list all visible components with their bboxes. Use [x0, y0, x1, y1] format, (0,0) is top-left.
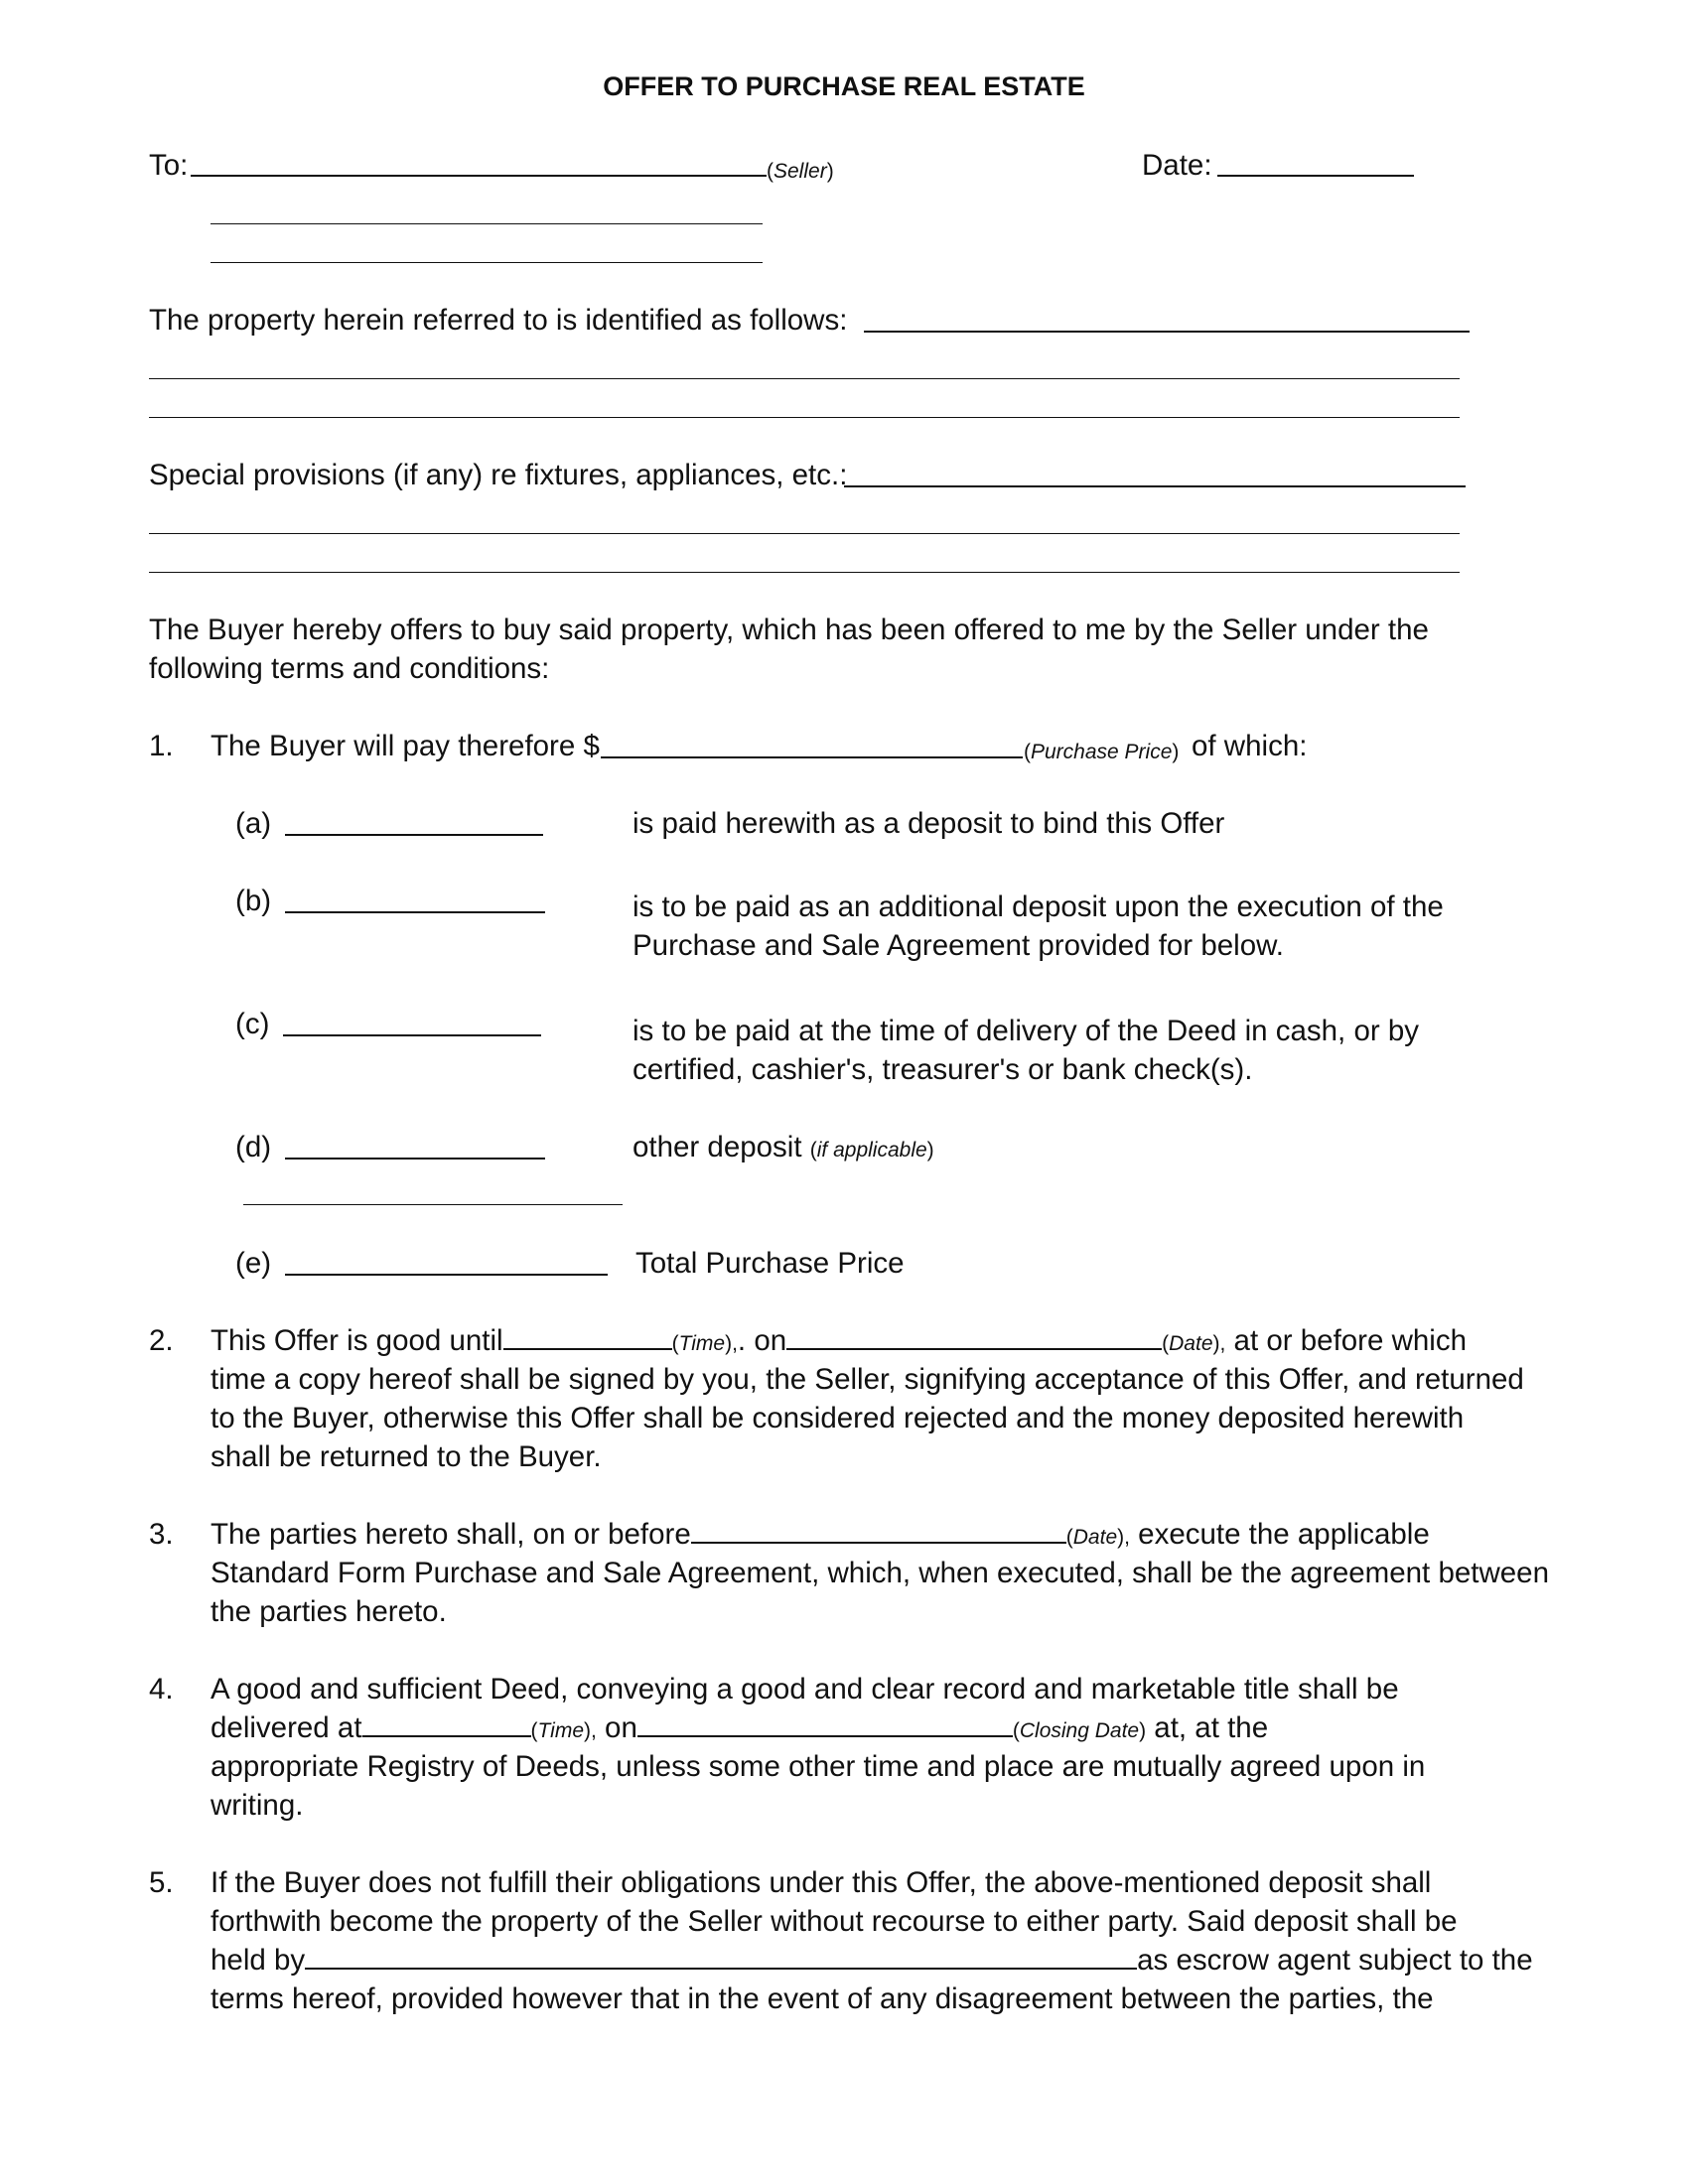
property-field-1[interactable]	[864, 331, 1470, 333]
sub-b-label: (b)	[235, 885, 272, 917]
seller-hint: (Seller)	[767, 160, 834, 183]
property-field-2[interactable]	[149, 378, 1460, 379]
date-field[interactable]	[1217, 175, 1414, 177]
purchase-price-field[interactable]	[601, 756, 1023, 758]
item-3-line-3: the parties hereto.	[211, 1595, 447, 1628]
seller-address-line-2[interactable]	[211, 262, 763, 263]
sub-d-text: other deposit (if applicable)	[633, 1131, 934, 1163]
purchase-price-hint: (Purchase Price)	[1024, 741, 1180, 763]
property-field-3[interactable]	[149, 417, 1460, 418]
document-title: OFFER TO PURCHASE REAL ESTATE	[603, 71, 1085, 101]
closing-date-field[interactable]	[637, 1709, 1013, 1737]
date-label: Date:	[1142, 149, 1212, 182]
item-5-line-2: forthwith become the property of the Seller without recourse to either party. Said deposit shall be	[211, 1905, 1458, 1938]
special-provisions-field-2[interactable]	[149, 533, 1460, 534]
sub-c-label: (c)	[235, 1008, 270, 1040]
item-4-number: 4.	[149, 1673, 174, 1706]
sub-d-label: (d)	[235, 1131, 272, 1163]
sub-a-field[interactable]	[285, 834, 543, 836]
item-2-line-2: time a copy hereof shall be signed by you, the Seller, signifying acceptance of this Offer, and returned	[211, 1363, 1524, 1396]
sub-b-line-1: is to be paid as an additional deposit upon the execution of the	[633, 890, 1444, 923]
sub-d-total-rule	[243, 1204, 623, 1205]
item-4-line-1: A good and sufficient Deed, conveying a good and clear record and marketable title shall be	[211, 1673, 1399, 1706]
sub-d-field[interactable]	[285, 1158, 545, 1160]
item-1-number: 1.	[149, 730, 174, 762]
sub-e-label: (e)	[235, 1247, 272, 1280]
sub-b-field[interactable]	[285, 911, 545, 913]
seller-name-field[interactable]	[191, 175, 767, 177]
sub-e-text: Total Purchase Price	[635, 1247, 905, 1280]
item-1-text: The Buyer will pay therefore $	[211, 730, 600, 762]
item-4-line-2: delivered at (Time), on (Closing Date) at, at the	[211, 1711, 1269, 1744]
escrow-agent-field[interactable]	[305, 1942, 1137, 1970]
item-3-line-1: The parties hereto shall, on or before (Date), execute the applicable	[211, 1518, 1430, 1551]
special-provisions-label: Special provisions (if any) re fixtures, appliances, etc.:	[149, 459, 848, 491]
property-label: The property herein referred to is identified as follows:	[149, 304, 848, 337]
sub-c-line-2: certified, cashier's, treasurer's or bank check(s).	[633, 1053, 1253, 1086]
agreement-date-field[interactable]	[691, 1516, 1066, 1544]
item-5-line-4: terms hereof, provided however that in the event of any disagreement between the parties, the	[211, 1982, 1434, 2015]
sub-c-field[interactable]	[283, 1034, 541, 1036]
sub-a-label: (a)	[235, 807, 272, 840]
item-5-line-1: If the Buyer does not fulfill their obligations under this Offer, the above-mentioned deposit shall	[211, 1866, 1432, 1899]
special-provisions-field-1[interactable]	[844, 485, 1466, 487]
sub-b-line-2: Purchase and Sale Agreement provided for below.	[633, 929, 1284, 962]
seller-address-line-1[interactable]	[211, 223, 763, 224]
sub-a-text: is paid herewith as a deposit to bind this Offer	[633, 807, 1225, 840]
sub-c-line-1: is to be paid at the time of delivery of the Deed in cash, or by	[633, 1015, 1420, 1047]
item-4-line-3: appropriate Registry of Deeds, unless some other time and place are mutually agreed upon in	[211, 1750, 1426, 1783]
offer-time-field[interactable]	[503, 1322, 672, 1350]
special-provisions-field-3[interactable]	[149, 572, 1460, 573]
item-3-line-2: Standard Form Purchase and Sale Agreement, which, when executed, shall be the agreement between	[211, 1557, 1549, 1589]
closing-time-field[interactable]	[362, 1709, 531, 1737]
item-4-line-4: writing.	[211, 1789, 304, 1822]
item-2-line-1: This Offer is good until (Time),. on (Date), at or before which	[211, 1324, 1468, 1357]
sub-e-field[interactable]	[285, 1274, 608, 1276]
item-3-number: 3.	[149, 1518, 174, 1551]
item-2-number: 2.	[149, 1324, 174, 1357]
item-1-text-after: of which:	[1192, 730, 1308, 762]
item-2-line-3: to the Buyer, otherwise this Offer shall be considered rejected and the money deposited herewith	[211, 1402, 1465, 1434]
intro-line-1: The Buyer hereby offers to buy said property, which has been offered to me by the Seller under the	[149, 614, 1429, 646]
offer-date-field[interactable]	[786, 1322, 1162, 1350]
intro-line-2: following terms and conditions:	[149, 652, 550, 685]
to-label: To:	[149, 149, 189, 182]
item-5-number: 5.	[149, 1866, 174, 1899]
item-5-line-3: held by as escrow agent subject to the	[211, 1944, 1533, 1977]
item-2-line-4: shall be returned to the Buyer.	[211, 1440, 602, 1473]
